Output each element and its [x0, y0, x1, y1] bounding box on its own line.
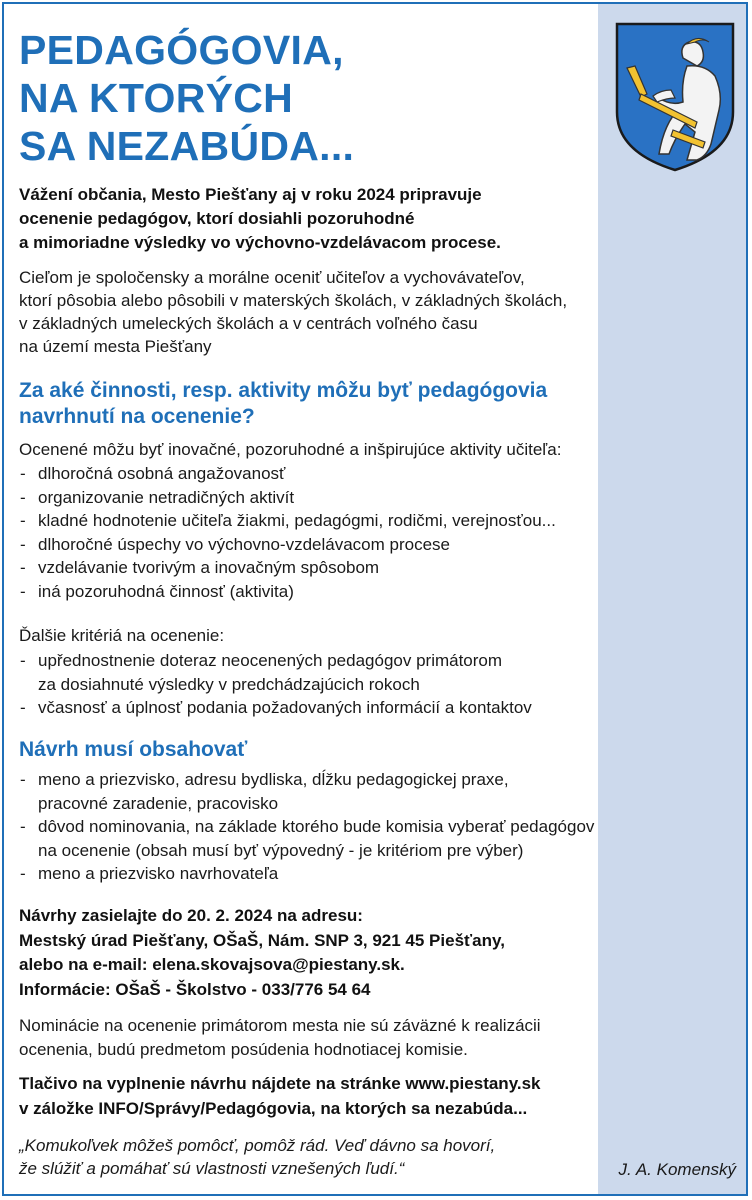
section1-heading	[19, 378, 547, 430]
intro-bold	[19, 183, 501, 255]
nomination-line: Nominácie na ocenenie primátorom mesta nie sú záväzné k realizácii	[19, 1016, 541, 1035]
intro-text-line: ktorí pôsobia alebo pôsobili v materských školách, v základných školách,	[19, 291, 568, 310]
list-item: - dlhoročná osobná angažovanosť	[19, 462, 556, 486]
contact-line: Návrhy zasielajte do 20. 2. 2024 na adresu:	[19, 906, 363, 925]
contact-info	[19, 904, 505, 1002]
form-info	[19, 1072, 541, 1121]
section1-heading-line: Za aké činnosti, resp. aktivity môžu byť pedagógovia	[19, 379, 548, 402]
intro-bold-line: a mimoriadne výsledky vo výchovno-vzdelávacom procese.	[19, 233, 501, 252]
activities-list	[19, 462, 556, 603]
intro-text-line: Cieľom je spoločensky a morálne oceniť učiteľov a vychovávateľov,	[19, 268, 525, 287]
form-path-line: v záložke INFO/Správy/Pedagógovia, na ktorých sa nezabúda...	[19, 1098, 528, 1118]
quote-author: J. A. Komenský	[618, 1160, 736, 1179]
list-item: - kladné hodnotenie učiteľa žiakmi, pedagógmi, rodičmi, verejnosťou...	[19, 509, 556, 533]
contact-line: Mestský úrad Piešťany, OŠaŠ, Nám. SNP 3, 921 45 Piešťany,	[19, 930, 505, 950]
section1-lead: Ocenené môžu byť inovačné, pozoruhodné a inšpirujúce aktivity učiteľa:	[19, 440, 562, 459]
criteria-list	[19, 649, 532, 720]
list-item-line: - včasnosť a úplnosť podania požadovaných informácií a kontaktov	[38, 698, 532, 717]
list-item-line: - dôvod nominovania, na základe ktorého bude komisia vyberať pedagógov	[38, 817, 595, 836]
quote	[19, 1134, 495, 1180]
contact-email-line[interactable]: alebo na e-mail: elena.skovajsova@piestany.sk.	[19, 955, 405, 974]
list-item-line: - upřednostnenie doteraz neocenených pedagógov primátorom	[38, 651, 503, 670]
list-item	[19, 768, 594, 815]
nomination-note	[19, 1014, 541, 1062]
list-item-line: - meno a priezvisko navrhovateľa	[38, 864, 279, 883]
list-item: - vzdelávanie tvorivým a inovačným spôsobom	[19, 556, 556, 580]
title-line: PEDAGÓGOVIA,	[19, 27, 344, 73]
nomination-line: ocenenia, budú predmetom posúdenia hodnotiacej komisie.	[19, 1040, 468, 1059]
intro-bold-line: ocenenie pedagógov, ktorí dosiahli pozoruhodné	[19, 209, 415, 228]
section2-heading	[19, 737, 247, 763]
list-item: - organizovanie netradičných aktivít	[19, 486, 556, 510]
contact-phone-line: Informácie: OŠaŠ - Školstvo - 033/776 54 64	[19, 979, 371, 999]
quote-line: že slúžiť a pomáhať sú vlastnosti vznešených ľudí.“	[19, 1159, 405, 1178]
proposal-list	[19, 768, 594, 886]
intro-text-line: na území mesta Piešťany	[19, 337, 212, 356]
list-item-line: pracovné zaradenie, pracovisko	[38, 793, 279, 813]
quote-line: „Komukoľvek môžeš pomôcť, pomôž rád. Veď dávno sa hovorí,	[19, 1136, 496, 1155]
list-item: - iná pozoruhodná činnosť (aktivita)	[19, 580, 556, 604]
list-item	[19, 815, 594, 862]
title-line: SA NEZABÚDA...	[19, 123, 355, 169]
intro-text	[19, 266, 567, 358]
page-title	[19, 26, 354, 170]
list-item: - dlhoročné úspechy vo výchovno-vzdelávacom procese	[19, 533, 556, 557]
title-line: NA KTORÝCH	[19, 75, 294, 121]
criteria-lead: Ďalšie kritériá na ocenenie:	[19, 626, 225, 645]
intro-text-line: v základných umeleckých školách a v centrách voľného času	[19, 314, 478, 333]
list-item-line: za dosiahnuté výsledky v predchádzajúcich rokoch	[38, 674, 420, 694]
section1-heading-line: navrhnutí na ocenenie?	[19, 405, 255, 428]
section2-heading-line: Návrh musí obsahovať	[19, 738, 248, 761]
piestany-coat-of-arms-icon	[613, 20, 737, 172]
intro-bold-line: Vážení občania, Mesto Piešťany aj v roku 2024 pripravuje	[19, 185, 482, 204]
list-item-line: - meno a priezvisko, adresu bydliska, dĺžku pedagogickej praxe,	[38, 770, 509, 789]
list-item-line: na ocenenie (obsah musí byť výpovedný - je kritériom pre výber)	[38, 840, 524, 860]
list-item	[19, 696, 532, 720]
list-item	[19, 649, 532, 696]
list-item	[19, 862, 594, 886]
form-link-line[interactable]: Tlačivo na vyplnenie návrhu nájdete na stránke www.piestany.sk	[19, 1074, 541, 1093]
